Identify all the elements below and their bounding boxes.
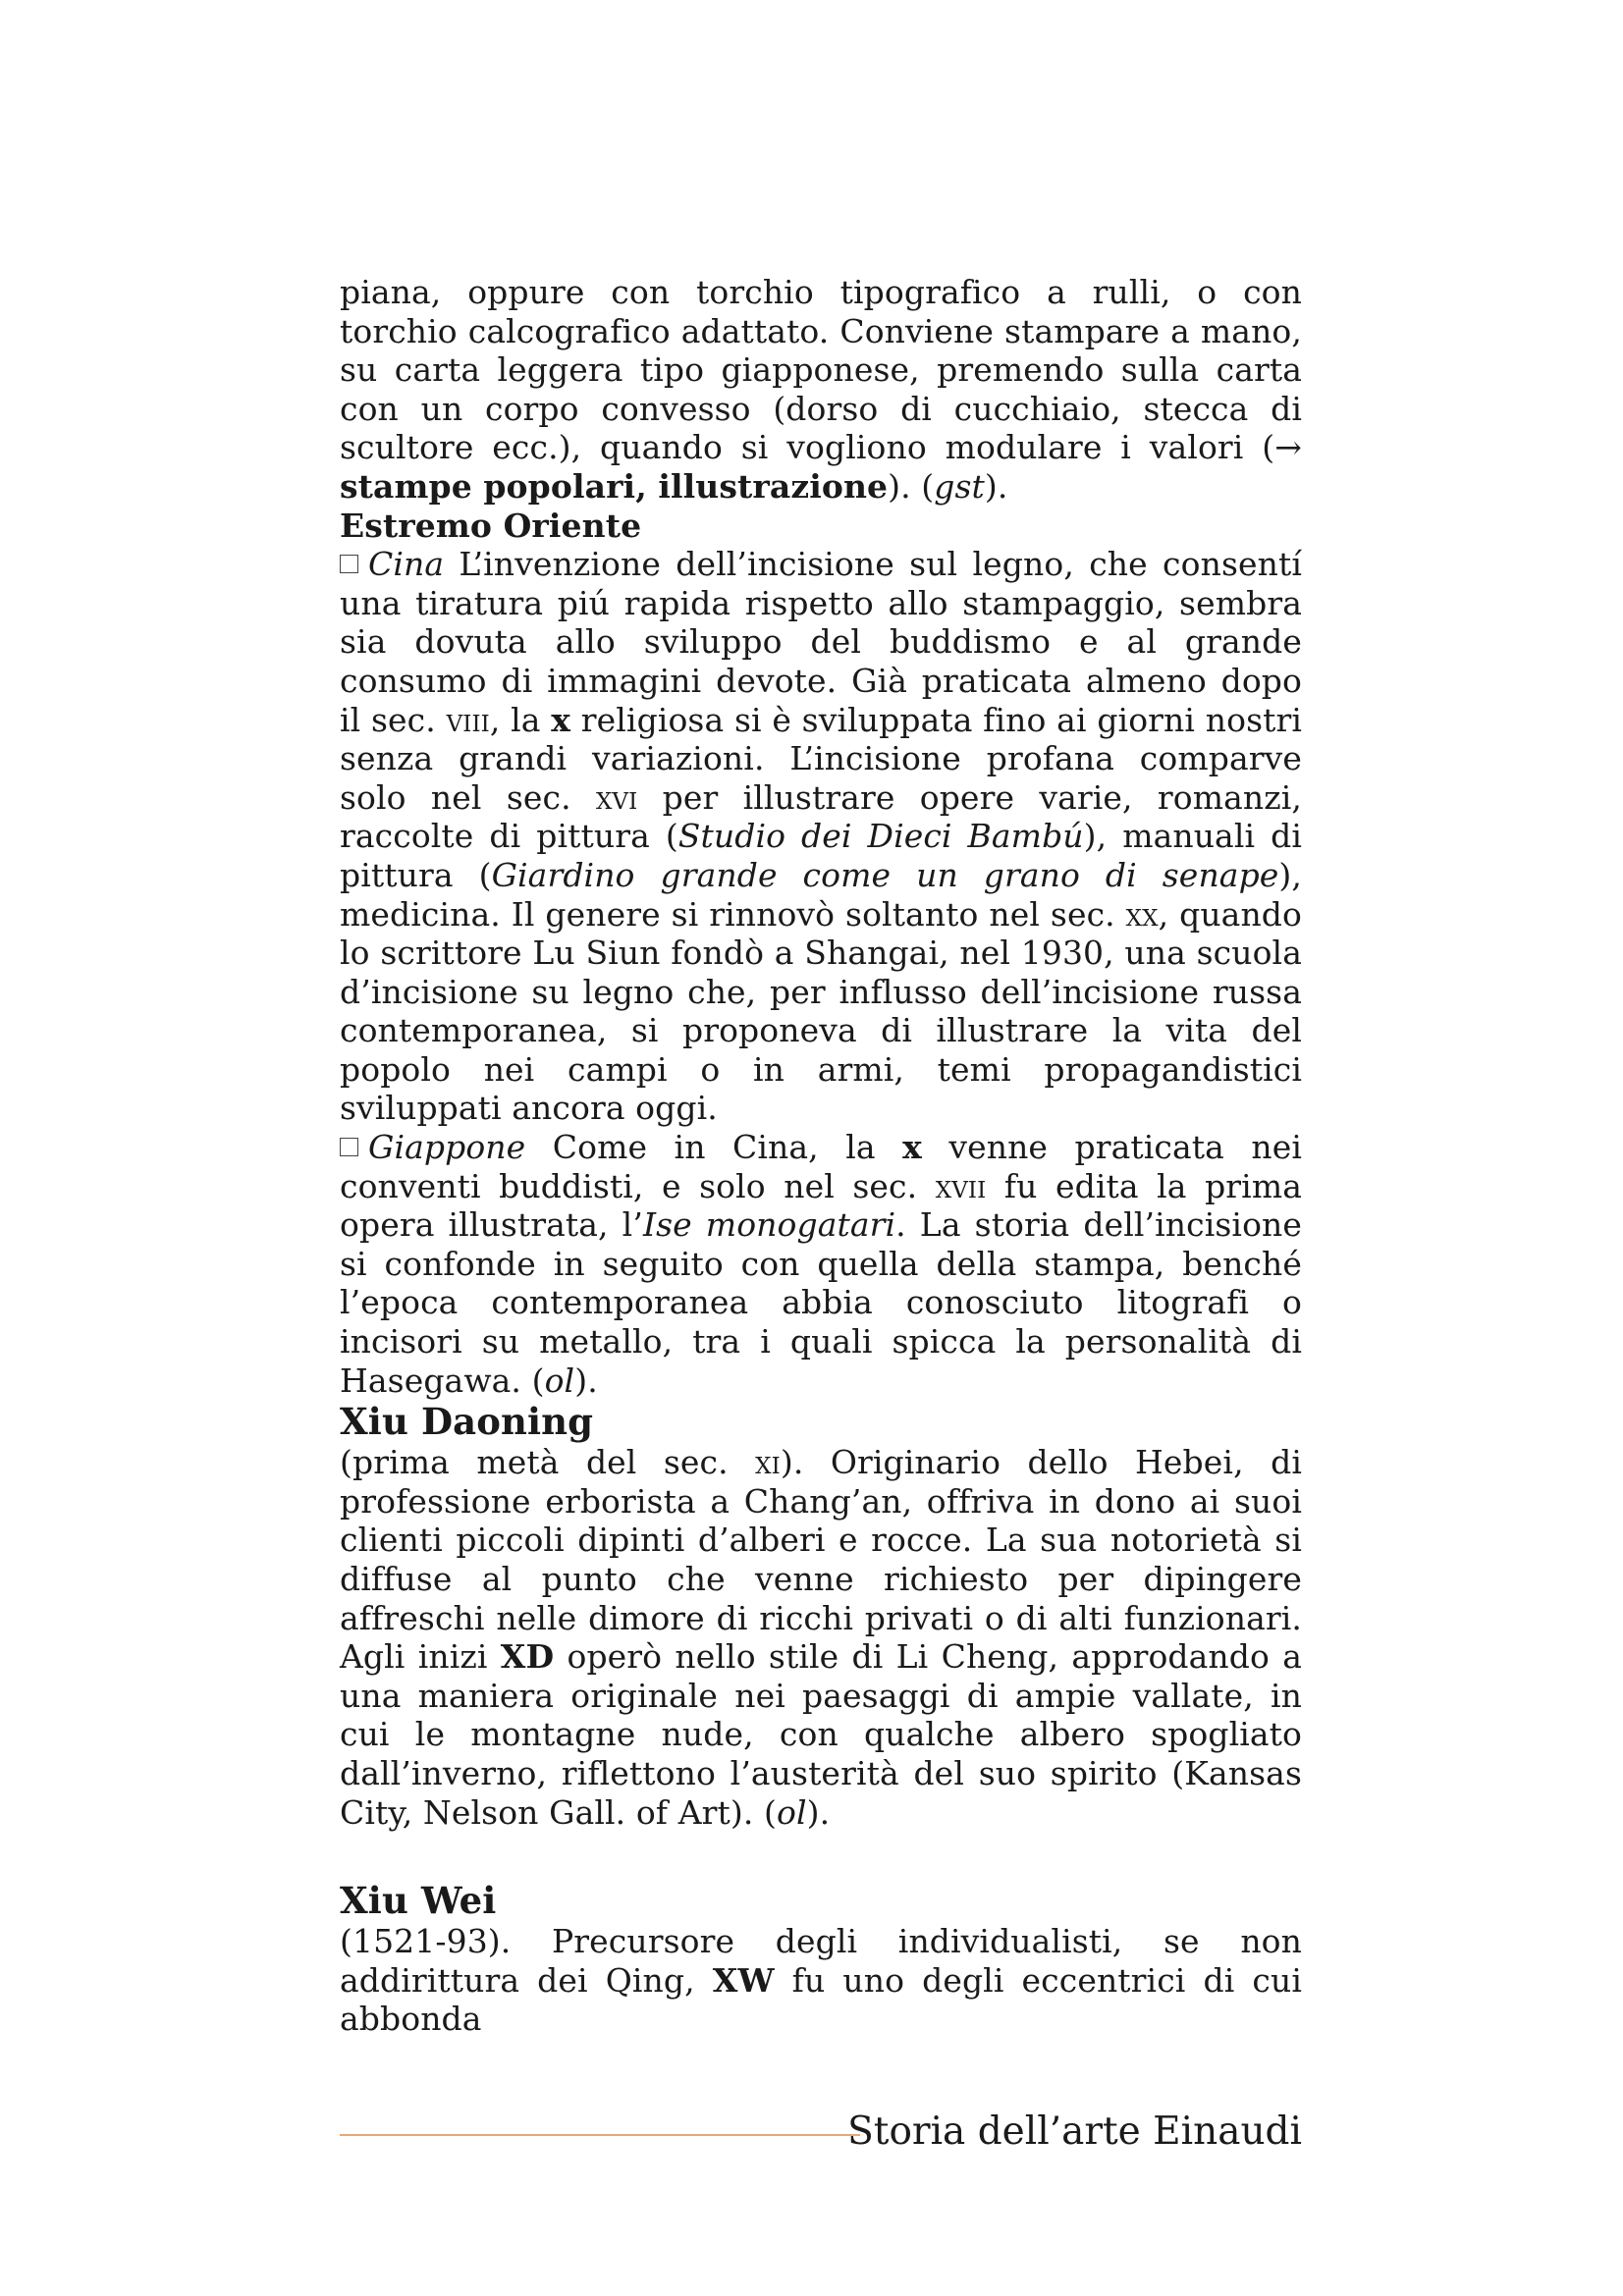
footer-publication-title: Storia dell’arte Einaudi xyxy=(847,2109,1302,2154)
section-heading: Estremo Oriente xyxy=(340,506,642,545)
page-footer xyxy=(340,2109,1302,2156)
work-title: Studio dei Dieci Bambú xyxy=(677,817,1084,856)
name-abbreviation: XW xyxy=(712,1960,775,2000)
author-initials: ol xyxy=(544,1361,575,1400)
cross-reference: stampe popolari, illustrazione xyxy=(340,466,889,506)
giappone-paragraph: Giappone Come in Cina, la x venne praticata nei conventi buddisti, e solo nel sec. xvii fu edita la prima opera illustrata, l’Ise monogatari. La storia dell’incisione si confonde in seguito con quella della stampa, benché l’epoca contemporanea abbia conosciuto litografi o incisori su metallo, tra i quali spicca la personalità di Hasegawa. (ol). xyxy=(340,1128,1303,1400)
author-initials: gst xyxy=(934,466,985,506)
square-bullet-icon xyxy=(340,1138,358,1156)
entry-heading-xiu-daoning: Xiu Daoning xyxy=(340,1400,594,1444)
name-abbreviation: XD xyxy=(500,1637,555,1677)
cina-paragraph: Cina L’invenzione dell’incisione sul legno, che consentí una tiratura piú rapida rispetto allo stampaggio, sembra sia dovuta allo sviluppo del buddismo e al grande consumo di immagini devote. Già praticata almeno dopo il sec. viii, la x religiosa si è sviluppata fino ai giorni nostri senza grandi variazioni. L’incisione profana comparve solo nel sec. xvi per illustrare opere varie, romanzi, raccolte di pittura (Studio dei Dieci Bambú), manuali di pittura (Giardino grande come un grano di senape), medicina. Il genere si rinnovò soltanto nel sec. xx, quando lo scrittore Lu Siun fondò a Shangai, nel 1930, una scuola d’incisione su legno che, per influsso dell’incisione russa contemporanea, si proponeva di illustrare la vita del popolo nei campi o in armi, temi propagandistici sviluppati ancora oggi. xyxy=(340,545,1302,1128)
footer-rule xyxy=(340,2134,860,2136)
subsection-label: Cina xyxy=(368,545,445,584)
square-bullet-icon xyxy=(340,555,358,573)
xiu-wei-paragraph: (1521-93). Precursore degli individualisti, se non addirittura dei Qing, XW fu uno degli eccentrici di cui abbonda xyxy=(340,1922,1302,2039)
page-body xyxy=(340,273,1302,2039)
entry-heading-xiu-wei: Xiu Wei xyxy=(340,1879,497,1923)
work-title: Ise monogatari xyxy=(642,1205,896,1245)
xiu-daoning-paragraph: (prima metà del sec. xi). Originario dello Hebei, di professione erborista a Chang’an, offriva in dono ai suoi clienti piccoli dipinti d’alberi e rocce. La sua notorietà si diffuse al punto che venne richiesto per dipingere affreschi nelle dimore di ricchi privati o di alti funzionari. Agli inizi XD operò nello stile di Li Cheng, approdando a una maniera originale nei paesaggi di ampie vallate, in cui le montagne nude, con qualche albero spogliato dall’inverno, riflettono l’austerità del suo spirito (Kansas City, Nelson Gall. of Art). (ol). xyxy=(340,1443,1302,1832)
subsection-label: Giappone xyxy=(368,1128,526,1167)
work-title: Giardino grande come un grano di senape xyxy=(491,855,1279,894)
continuation-paragraph: piana, oppure con torchio tipografico a rulli, o con torchio calcografico adattato. Conviene stampare a mano, su carta leggera tipo giapponese, premendo sulla carta con un corpo convesso (dorso di cucchiaio, stecca di scultore ecc.), quando si vogliono modulare i valori (→ stampe popolari, illustrazione). (gst). xyxy=(340,273,1302,506)
author-initials: ol xyxy=(777,1792,807,1832)
